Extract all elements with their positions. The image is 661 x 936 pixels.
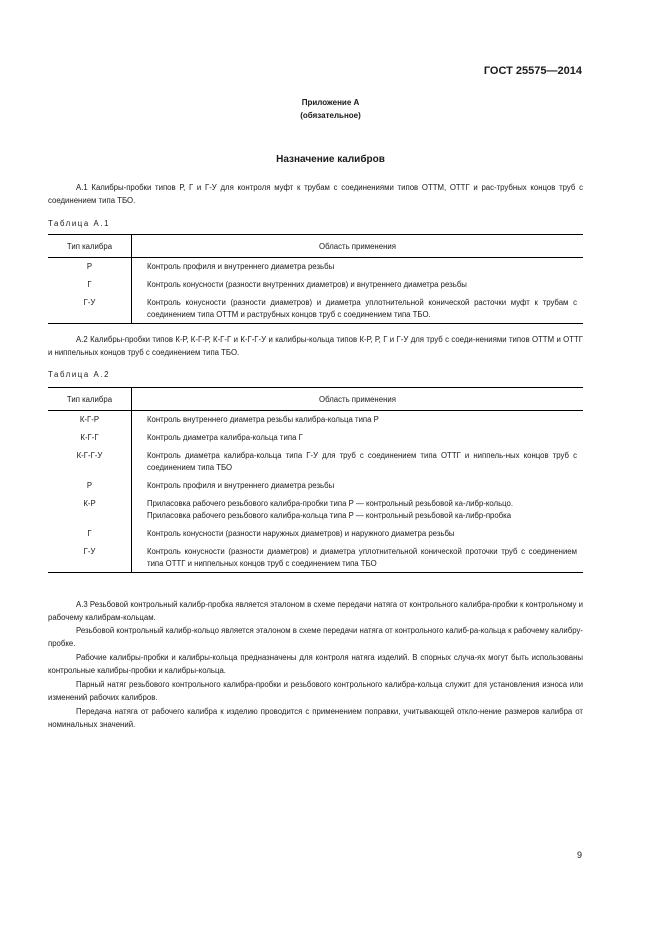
column-header-type: Тип калибра bbox=[48, 388, 132, 411]
table-row bbox=[48, 273, 583, 291]
table-a2 bbox=[48, 387, 583, 573]
table-caption-a1: Таблица А.1 bbox=[48, 219, 111, 228]
paragraph-d: Парный натяг резьбового контрольного калибра-пробки и резьбового контрольного калибра-кольца служит для установления износа или изменений рабочих калибров. bbox=[48, 680, 583, 702]
standard-number: ГОСТ 25575—2014 bbox=[483, 65, 582, 77]
cell-scope-line: Приласовка рабочего резьбового калибра-пробки типа Р — контрольный резьбовой ка-либр-кольцо. bbox=[147, 499, 514, 508]
table-header-row bbox=[48, 388, 583, 411]
cell-scope bbox=[132, 492, 584, 522]
cell-type: Р bbox=[48, 258, 132, 274]
column-header-type: Тип калибра bbox=[48, 235, 132, 258]
cell-scope: Контроль профиля и внутреннего диаметра резьбы bbox=[147, 481, 335, 490]
table-row bbox=[48, 492, 583, 522]
table-row bbox=[48, 540, 583, 573]
cell-type: Г-У bbox=[48, 540, 132, 573]
cell-scope: Контроль диаметра калибра-кольца типа Г bbox=[147, 433, 303, 442]
annex-title: Приложение А bbox=[301, 98, 360, 107]
table-header-row bbox=[48, 235, 583, 258]
cell-scope: Контроль конусности (разности диаметров) и диаметра уплотнительной конической проточки труб с соединением типа ОТТГ и ниппельных концов труб с соединением типа ТБО bbox=[132, 540, 584, 573]
cell-scope: Контроль внутреннего диаметра резьбы калибра-кольца типа Р bbox=[147, 415, 379, 424]
table-row bbox=[48, 522, 583, 540]
cell-type: Г-У bbox=[48, 291, 132, 324]
table-row bbox=[48, 411, 583, 427]
paragraph-a3: А.3 Резьбовой контрольный калибр-пробка является эталоном в схеме передачи натяга от контрольного калибра-пробки к контрольному и рабочему калибрам-кольцам. bbox=[48, 600, 583, 622]
page-number: 9 bbox=[576, 850, 582, 860]
cell-type: Г bbox=[48, 273, 132, 291]
paragraph-c: Рабочие калибры-пробки и калибры-кольца предназначены для контроля натяга изделий. В спорных случа-ях могут быть использованы контрольные калибры-пробки и калибры-кольца. bbox=[48, 653, 583, 675]
cell-scope: Контроль диаметра калибра-кольца типа Г-У для труб с соединением типа ОТТГ и ниппель-ных концов труб с соединением типа ТБО bbox=[147, 451, 577, 472]
section-title: Назначение калибров bbox=[276, 154, 385, 165]
cell-scope: Контроль конусности (разности наружных диаметров) и наружного диаметра резьбы bbox=[147, 529, 455, 538]
cell-scope-line: Приласовка рабочего резьбового калибра-кольца типа Р — контрольный резьбовой ка-либр-пробка bbox=[147, 511, 512, 520]
cell-type: Р bbox=[48, 474, 132, 492]
cell-type: К-Г-Р bbox=[48, 411, 132, 427]
annex-status: (обязательное) bbox=[300, 111, 361, 120]
table-row bbox=[48, 474, 583, 492]
cell-type: К-Г-Г bbox=[48, 426, 132, 444]
table-row bbox=[48, 444, 583, 474]
paragraph-e: Передача натяга от рабочего калибра к изделию проводится с применением поправки, учитывающей откло-нение размеров калибра от номинальных значений. bbox=[48, 707, 583, 729]
cell-type: К-Г-Г-У bbox=[48, 444, 132, 474]
paragraph-a1: А.1 Калибры-пробки типов Р, Г и Г-У для контроля муфт к трубам с соединениями типов ОТТМ, ОТТГ и рас-трубных концов труб с соединением типа ТБО. bbox=[48, 183, 583, 205]
table-caption-a2: Таблица А.2 bbox=[48, 370, 111, 379]
table-row bbox=[48, 426, 583, 444]
table-a1 bbox=[48, 234, 583, 324]
column-header-scope: Область применения bbox=[132, 388, 584, 411]
cell-type: К-Р bbox=[48, 492, 132, 522]
table-row bbox=[48, 258, 583, 274]
paragraph-a2: А.2 Калибры-пробки типов К-Р, К-Г-Р, К-Г-Г и К-Г-Г-У и калибры-кольца типов К-Р, Р, Г и Г-У для труб с соеди-нениями типов ОТТМ и ОТТГ и ниппельных концов труб с соединением типа ТБО. bbox=[48, 335, 583, 357]
cell-scope: Контроль конусности (разности внутренних диаметров) и внутреннего диаметра резьбы bbox=[147, 280, 467, 289]
paragraph-b: Резьбовой контрольный калибр-кольцо является эталоном в схеме передачи натяга от контрольного калиб-ра-кольца к рабочему калибру-пробке. bbox=[48, 626, 583, 648]
column-header-scope: Область применения bbox=[132, 235, 584, 258]
cell-type: Г bbox=[48, 522, 132, 540]
table-row bbox=[48, 291, 583, 324]
annex-heading bbox=[0, 96, 661, 122]
cell-scope: Контроль конусности (разности диаметров) и диаметра уплотнительной конической расточки муфт к трубам с соединением типа ОТТМ и раструбных концов труб с соединением типа ТБО. bbox=[132, 291, 584, 324]
cell-scope: Контроль профиля и внутреннего диаметра резьбы bbox=[147, 262, 335, 271]
